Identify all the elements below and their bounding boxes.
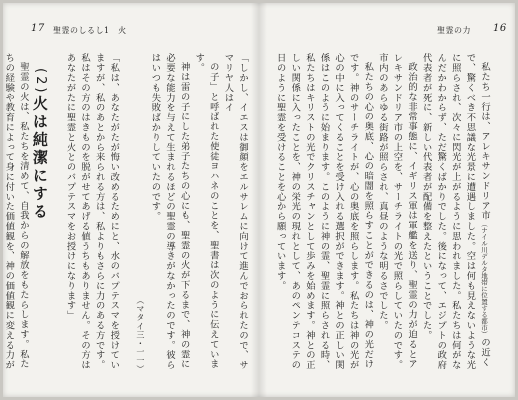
section-heading [30,53,50,373]
left-page [3,3,259,397]
section-number: (2) [32,68,48,96]
section-title: 火は純潔にする [30,95,49,222]
paragraph-text: の近くで、驚くべき不思議な光景に遭遇しました。空は何も見えないような光に照らされ、次々に閃光が上がるように思われました。私たちは何がなんだかわからず、ただ驚くばかりでした。後になって、エジプトの政府代表者が死に、新しい代表者が配備を整えたということでした。 [420,53,490,370]
scripture-quote: 「私は、あなたがたが悔い改めるためにと、水のバプテスマを授けていますが、私のあとから来られる方は、私よりもさらに力のある方です。私はその方のはきものを脱がせてあげる値うちもありません。その方はあなたがたに聖霊と火とのバプテスマをお授けになります」 [64,53,120,370]
citation: （マタイ三・一一） [135,295,145,373]
page-number: 17 [31,23,45,34]
page-number: 16 [493,23,507,34]
paragraph: 神は雷の子にした弟子たちの心にも、聖霊の火が下るまで、神の霊に必要な能力を与えて生まれるほどの聖霊の導きがなかったのです。彼らはいつも失敗ばかりしていたのです。 [149,53,190,370]
paragraph [418,53,491,373]
running-title: 聖霊のしるし1 火 [53,26,127,35]
paragraph: 私たちの心の奥底、心の暗闇を照らすことができるのは、神の光だけです。神のサーチライトが、心の奥底を照らします。私たちは神の光が心の中に入ってくることを受け入れる選択ができます。神との正しい関係はこのように始まります。このように神の霊、聖霊に照らされる時、私たちはキリストの光でクリスチャンとして歩みを始めます。神との正しい関係に入ったことを、神の栄光の現れとして、あのペンテコステの日のように聖霊を受けることを心から願っています。 [274,53,374,370]
paragraph: 聖霊の火は、私たちを清めて、自我からの解放をもたらします。私たちの経験や教育によって身に付いた価値観を、神の価値観に変える力が [3,53,29,370]
paragraph: の子」と呼ばれた使徒ヨハネのことを、聖書は次のように伝えています。 [193,53,219,370]
book-spread [3,3,515,397]
inline-note-text: ナイル川デルタ地帯に位置する都市 [480,227,488,332]
left-page-text [3,53,249,373]
paragraph: 「しかし、イエスは御顔をエルサレムに向けて進んでおられたので、サマリヤ人はイ [222,53,248,370]
right-page-text [273,53,491,373]
running-title: 聖霊の力 [437,26,471,35]
paragraph-text: 私たち一行は、アレキサンドリア市 [479,62,490,221]
inline-note: （ナイル川デルタ地帯に位置する都市） [480,220,488,338]
right-page [259,3,515,397]
paragraph: 政治的な非常事態に、イギリス軍は軍艦を送り、聖霊の力が迫るとアレキサンドリア市の上空を、サーチライトの光で照らしていたのです。市内のあらゆる街路が照らされ、真昼のような明るさでした。 [376,53,418,370]
